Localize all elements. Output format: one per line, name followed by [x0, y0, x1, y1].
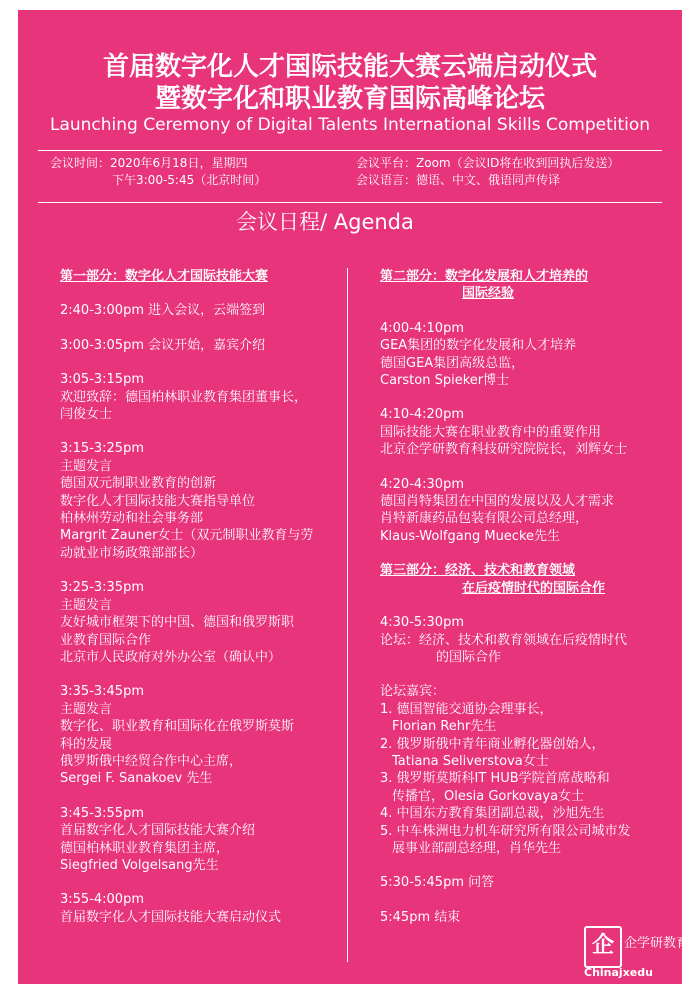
agenda-item: 肖特新康药品包装有限公司总经理， [380, 511, 589, 527]
agenda-item: 2:40-3:00pm 进入会议，云端签到 [60, 303, 266, 319]
agenda-item: 俄罗斯俄中经贸合作中心主席， [60, 753, 243, 769]
agenda-item: 主题发言 [60, 597, 113, 613]
spacer [380, 597, 675, 614]
spacer [60, 423, 340, 440]
agenda-item: 4:20-4:30pm [380, 476, 464, 492]
agenda-item: 论坛：经济、技术和教育领域在后疫情时代 [380, 632, 628, 648]
logo-mark-icon: 企 [584, 926, 622, 968]
section-title: 第二部分：数字化发展和人才培养的 [380, 269, 589, 284]
agenda-item: 3:05-3:15pm [60, 372, 144, 388]
chinajxedu-logo [584, 924, 690, 980]
spacer [380, 545, 675, 562]
agenda-item: 友好城市框架下的中国、德国和俄罗斯职 [60, 615, 295, 631]
section-title: 第三部分：经济、技术和教育领域 [380, 563, 576, 579]
agenda-item: 北京企学研教育科技研究院院长，刘辉女士 [380, 442, 628, 458]
agenda-item: 德国肖特集团在中国的发展以及人才需求 [380, 494, 615, 510]
agenda-item: 3:15-3:25pm [60, 441, 144, 457]
agenda-item: Tatiana Seliverstova女士 [392, 753, 549, 769]
agenda-item: 5:45pm 结束 [380, 909, 461, 925]
agenda-item: 动就业市场政策部部长） [60, 545, 204, 561]
title-cn-line2: 暨数字化和职业教育国际高峰论坛 [154, 84, 545, 114]
agenda-item: 4:10-4:20pm [380, 407, 464, 423]
agenda-item: 4:30-5:30pm [380, 615, 464, 631]
agenda-item: 3. 俄罗斯莫斯科IT HUB学院首席战略和 [380, 771, 610, 787]
agenda-item: Carston Spieker博士 [380, 373, 510, 389]
agenda-item: 数字化、职业教育和国际化在俄罗斯莫斯 [60, 719, 295, 735]
agenda-item: 展事业部副总经理，肖华先生 [392, 840, 562, 856]
agenda-item: 3:35-3:45pm [60, 684, 144, 700]
spacer [60, 285, 340, 302]
agenda-title: 会议日程/ Agenda [236, 210, 414, 234]
spacer [380, 389, 675, 406]
spacer [60, 666, 340, 683]
agenda-item: 主题发言 [60, 458, 113, 474]
agenda-item: 3:25-3:35pm [60, 580, 144, 596]
agenda-item: Siegfried Volgelsang先生 [60, 857, 219, 873]
spacer [380, 303, 675, 320]
title-cn-line1: 首届数字化人才国际技能大赛云端启动仪式 [102, 52, 597, 82]
spacer [380, 857, 675, 874]
agenda-item: 论坛嘉宾： [380, 684, 446, 700]
agenda-item: Klaus-Wolfgang Muecke先生 [380, 528, 561, 544]
agenda-item: 德国双元制职业教育的创新 [60, 476, 217, 492]
spacer [380, 666, 675, 683]
agenda-item: 欢迎致辞：德国柏林职业教育集团董事长， [60, 389, 308, 405]
agenda-item: 德国柏林职业教育集团主席， [60, 840, 230, 856]
meeting-time: 会议时间：2020年6月18日，星期四 [50, 156, 248, 170]
agenda-item: 数字化人才国际技能大赛指导单位 [60, 493, 256, 509]
agenda-item: 主题发言 [60, 701, 113, 717]
agenda-item: 传播官，Olesia Gorkovaya女士 [392, 788, 585, 804]
agenda-item: 1. 德国智能交通协会理事长， [380, 701, 553, 717]
logo-cn-text: 企学研教育 [624, 936, 690, 951]
agenda-item: Sergei F. Sanakoev 先生 [60, 771, 213, 787]
spacer [60, 788, 340, 805]
column-divider [347, 268, 348, 962]
agenda-item: 首届数字化人才国际技能大赛介绍 [60, 823, 256, 839]
meeting-platform: 会议平台：Zoom（会议ID将在收到回执后发送） [356, 156, 620, 170]
agenda-poster [18, 10, 690, 984]
logo-en-text: Chinajxedu [584, 966, 653, 979]
agenda-item: 柏林州劳动和社会事务部 [60, 511, 204, 527]
meeting-language: 会议语言：德语、中文、俄语同声传译 [356, 173, 561, 187]
agenda-item: 德国GEA集团高级总监， [380, 355, 525, 371]
spacer [60, 562, 340, 579]
section-title: 国际经验 [462, 286, 515, 302]
section-title: 第一部分：数字化人才国际技能大赛 [60, 269, 269, 284]
agenda-item: 5. 中车株洲电力机车研究所有限公司城市发 [380, 823, 631, 839]
agenda-left-column [60, 268, 340, 926]
agenda-item: 国际技能大赛在职业教育中的重要作用 [380, 424, 602, 440]
spacer [380, 892, 675, 909]
agenda-item: 闫俊女士 [60, 407, 113, 423]
agenda-item: GEA集团的数字化发展和人才培养 [380, 338, 577, 354]
agenda-item: 业教育国际合作 [60, 632, 152, 648]
spacer [60, 320, 340, 337]
meeting-time-range: 下午3:00-5:45（北京时间） [112, 173, 267, 187]
agenda-item: Florian Rehr先生 [392, 719, 497, 735]
agenda-item: 的国际合作 [436, 649, 502, 665]
agenda-item: 科的发展 [60, 736, 113, 752]
agenda-right-column [380, 268, 675, 926]
spacer [380, 459, 675, 476]
agenda-item: 3:00-3:05pm 会议开始，嘉宾介绍 [60, 337, 266, 353]
spacer [60, 874, 340, 891]
agenda-item: 北京市人民政府对外办公室（确认中） [60, 649, 282, 665]
agenda-item: 3:55-4:00pm [60, 892, 144, 908]
agenda-item: 2. 俄罗斯俄中青年商业孵化器创始人， [380, 736, 605, 752]
title-en: Launching Ceremony of Digital Talents International Skills Competition [49, 115, 651, 135]
divider-top [38, 150, 662, 151]
spacer [60, 354, 340, 371]
agenda-item: 5:30-5:45pm 问答 [380, 875, 495, 891]
agenda-item: 4:00-4:10pm [380, 320, 464, 336]
divider-bottom [38, 202, 662, 203]
section-title: 在后疫情时代的国际合作 [462, 580, 606, 596]
agenda-item: Margrit Zauner女士（双元制职业教育与劳 [60, 528, 314, 544]
agenda-item: 3:45-3:55pm [60, 805, 144, 821]
agenda-item: 4. 中国东方教育集团副总裁，沙旭先生 [380, 806, 605, 822]
agenda-item: 首届数字化人才国际技能大赛启动仪式 [60, 909, 282, 925]
